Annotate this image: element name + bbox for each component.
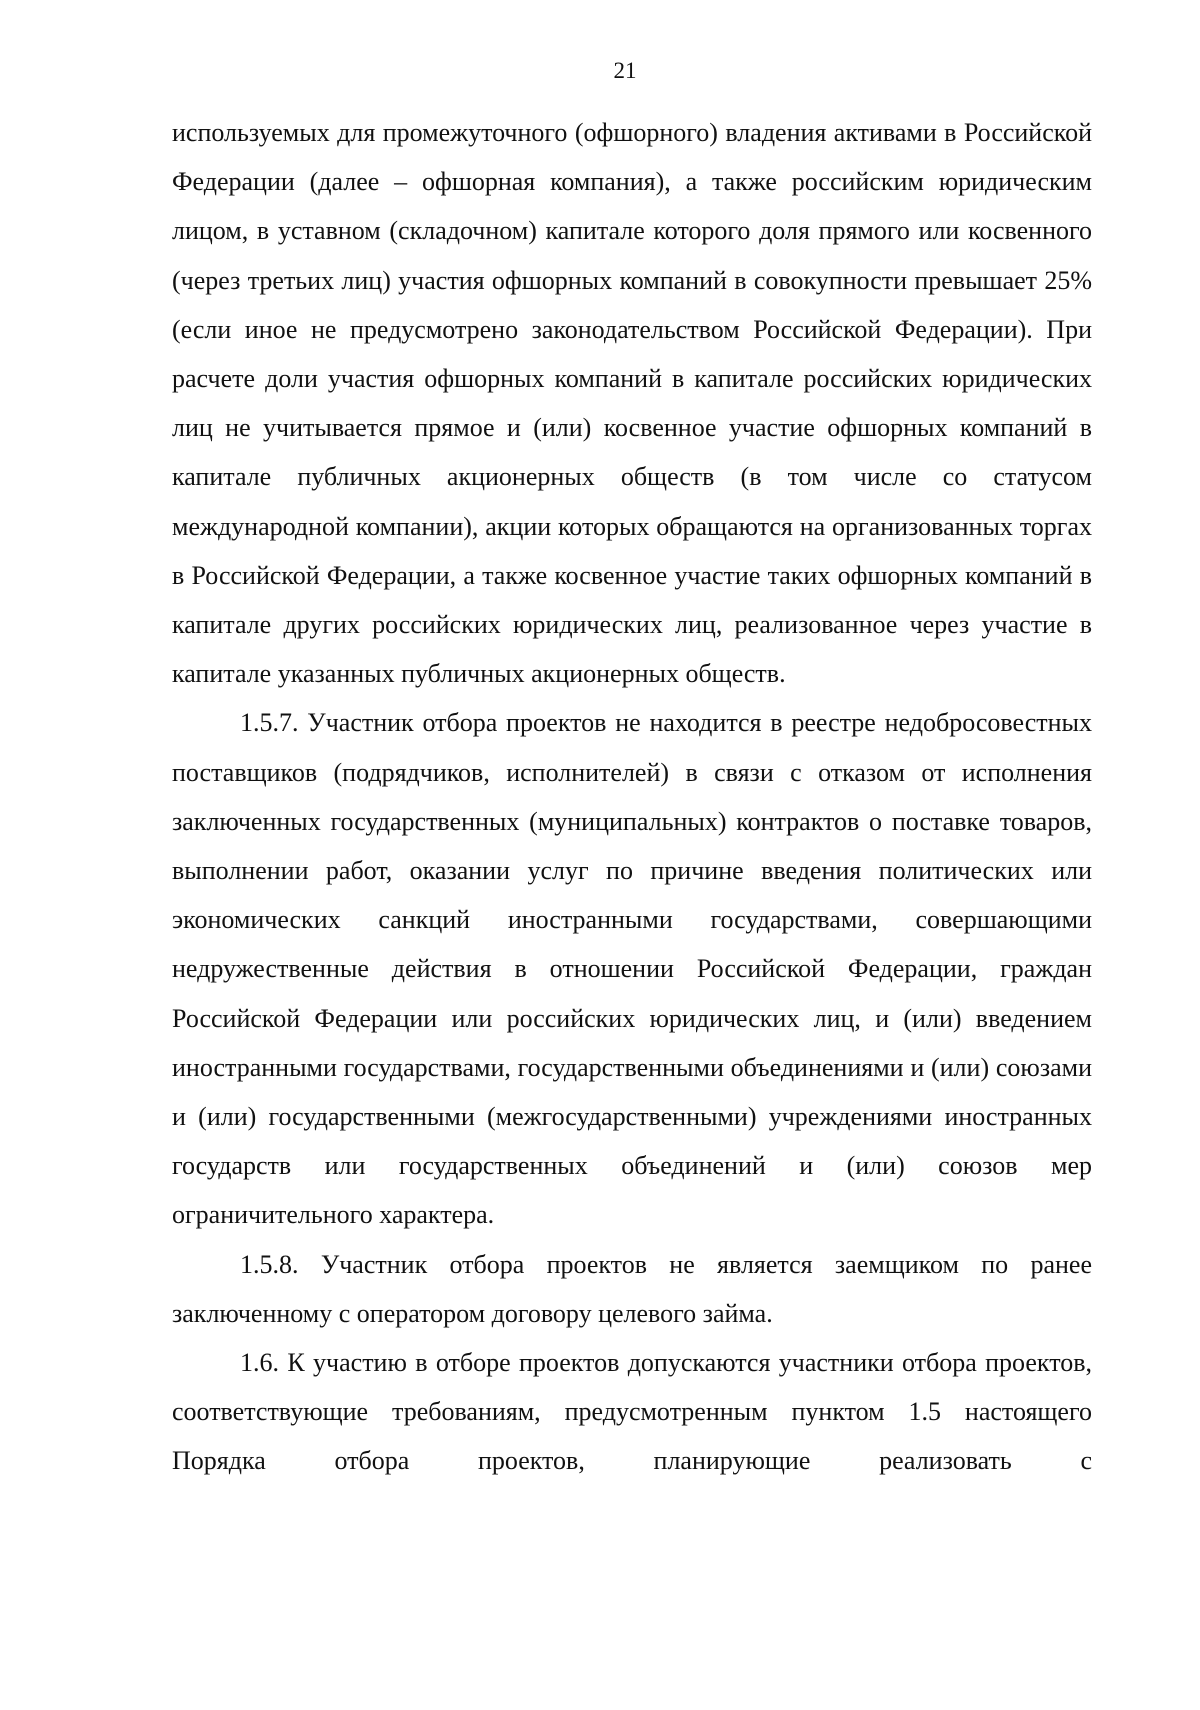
paragraph-continuation: используемых для промежуточного (офшорного) владения активами в Российской Федерации (далее – офшорная компания), а также российским юридическим лицом, в уставном (складочном) капитале которого доля прямого или косвенного (через третьих лиц) участия офшорных компаний в совокупности превышает 25% (если иное не предусмотрено законодательством Российской Федерации). При расчете доли участия офшорных компаний в капитале российских юридических лиц не учитывается прямое и (или) косвенное участие офшорных компаний в капитале публичных акционерных обществ (в том числе со статусом международной компании), акции которых обращаются на организованных торгах в Российской Федерации, а также косвенное участие таких офшорных компаний в капитале других российских юридических лиц, реализованное через участие в капитале указанных публичных акционерных обществ. — [172, 118, 1092, 689]
paragraph-1-5-7: 1.5.7. Участник отбора проектов не находится в реестре недобросовестных поставщиков (подрядчиков, исполнителей) в связи с отказом от исполнения заключенных государственных (муниципальных) контрактов о поставке товаров, выполнении работ, оказании услуг по причине введения политических или экономических санкций иностранными государствами, совершающими недружественные действия в отношении Российской Федерации, граждан Российской Федерации или российских юридических лиц, и (или) введением иностранными государствами, государственными объединениями и (или) союзами и (или) государственными (межгосударственными) учреждениями иностранных государств или государственных объединений и (или) союзов мер ограничительного характера. — [172, 708, 1092, 1230]
paragraph-1-6: 1.6. К участию в отборе проектов допускаются участники отбора проектов, соответствующие требованиям, предусмотренным пунктом 1.5 настоящего Порядка отбора проектов, планирующие реализовать с — [172, 1348, 1092, 1476]
document-body — [172, 108, 1092, 1486]
page-number: 21 — [613, 58, 637, 83]
paragraph-1-5-8: 1.5.8. Участник отбора проектов не является заемщиком по ранее заключенному с оператором договору целевого займа. — [172, 1249, 1092, 1328]
